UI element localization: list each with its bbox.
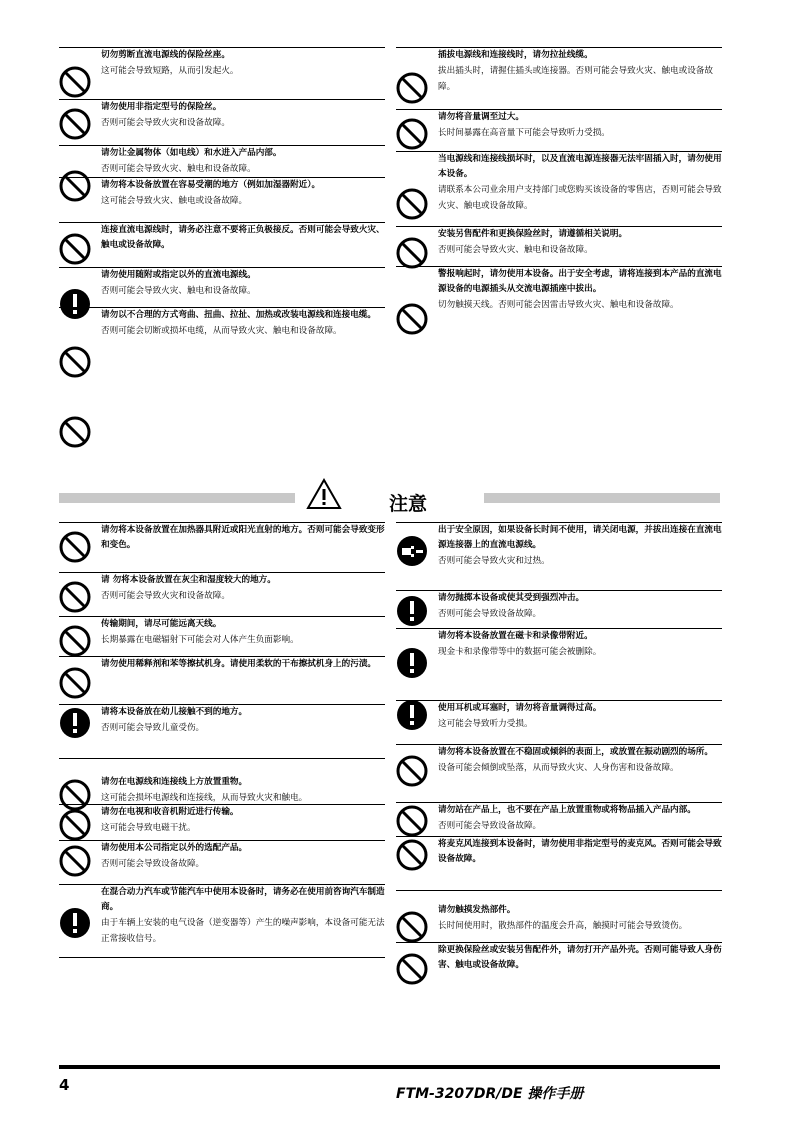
caution-item	[59, 884, 385, 958]
caution-item-title: 请勿将本设备放置在磁卡和录像带附近。	[438, 631, 593, 641]
prohibited-icon	[59, 170, 91, 202]
warning-title: 请勿让金属物体（如电线）和水进入产品内部。	[101, 148, 282, 158]
caution-item	[396, 522, 722, 590]
warning-item	[59, 307, 385, 457]
caution-item-title: 请勿抛掷本设备或使其受到强烈冲击。	[438, 593, 585, 603]
prohibited-icon	[59, 845, 91, 877]
mandatory-icon	[396, 595, 428, 627]
caution-item-title: 请勿使用稀释剂和苯等擦拭机身。请使用柔软的干布擦拭机身上的污渍。	[101, 659, 377, 669]
warning-body: 否则可能会切断或损坏电缆，从而导致火灾、触电和设备故障。	[101, 326, 342, 336]
warning-item	[396, 226, 722, 266]
caution-column-right	[396, 522, 722, 990]
warning-item	[396, 266, 722, 338]
warning-item	[59, 47, 385, 99]
caution-item-body: 这可能会损坏电源线和连接线，从而导致火灾和触电。	[101, 793, 308, 803]
caution-item-title: 请将本设备放在幼儿接触不到的地方。	[101, 707, 248, 717]
caution-item-title: 请 勿将本设备放置在灰尘和湿度较大的地方。	[101, 575, 276, 585]
warning-body: 否则可能会导致火灾、触电和设备故障。	[438, 245, 593, 255]
prohibited-icon	[396, 303, 428, 335]
mandatory-icon	[396, 647, 428, 679]
caution-column-left	[59, 522, 385, 958]
caution-item-title: 请勿触摸发热部件。	[438, 905, 516, 915]
prohibited-icon	[396, 953, 428, 985]
caution-item	[396, 890, 722, 942]
caution-item-title: 请勿使用本公司指定以外的选配产品。	[101, 843, 248, 853]
warning-triangle-icon	[306, 478, 342, 510]
caution-item	[396, 700, 722, 744]
caution-bar-left	[59, 493, 295, 503]
warning-title: 警报响起时，请勿使用本设备。出于安全考虑，请将连接到本产品的直流电源设备的电源插头从交流电源插座中拔出。	[438, 269, 722, 294]
caution-item	[396, 942, 722, 990]
prohibited-icon	[396, 839, 428, 871]
caution-item-body: 否则可能会导致设备故障。	[438, 821, 542, 831]
caution-item-body: 由于车辆上安装的电气设备（逆变器等）产生的噪声影响，本设备可能无法正常接收信号。	[101, 918, 385, 944]
caution-item	[396, 836, 722, 890]
mandatory-icon	[59, 707, 91, 739]
caution-item-body: 设备可能会倾倒或坠落，从而导致火灾、人身伤害和设备故障。	[438, 763, 679, 773]
warning-column-left	[59, 47, 385, 457]
caution-item-title: 将麦克风连接到本设备时，请勿使用非指定型号的麦克风。否则可能会导致设备故障。	[438, 839, 722, 864]
prohibited-icon	[59, 625, 91, 657]
caution-item	[59, 522, 385, 572]
caution-title: 注意	[389, 493, 428, 515]
warning-title: 请勿以不合理的方式弯曲、扭曲、拉扯、加热或改装电源线和连接电缆。	[101, 310, 377, 320]
prohibited-icon	[59, 66, 91, 98]
warning-title: 连接直流电源线时，请务必注意不要将正负极接反。否则可能会导致火灾、触电或设备故障。	[101, 225, 385, 250]
caution-item	[59, 616, 385, 656]
caution-item-title: 出于安全原因，如果设备长时间不使用，请关闭电源，并拔出连接在直流电源连接器上的直流电源线。	[438, 525, 722, 550]
warning-body: 否则可能会导致火灾、触电和设备故障。	[101, 164, 256, 174]
warning-body: 这可能会导致短路，从而引发起火。	[101, 66, 239, 76]
prohibited-icon	[59, 416, 91, 448]
warning-column-right	[396, 47, 722, 338]
caution-item-title: 请勿将本设备放置在不稳固或倾斜的表面上，或放置在振动剧烈的场所。	[438, 747, 714, 757]
warning-item	[59, 99, 385, 145]
prohibited-icon	[396, 188, 428, 220]
warning-title: 请勿使用非指定型号的保险丝。	[101, 102, 222, 112]
caution-item-title: 传输期间，请尽可能远离天线。	[101, 619, 222, 629]
caution-item	[59, 572, 385, 616]
prohibited-icon	[59, 531, 91, 563]
prohibited-icon	[59, 108, 91, 140]
warning-title: 请勿将本设备放置在容易受潮的地方（例如加湿器附近）。	[101, 180, 321, 190]
prohibited-icon	[396, 911, 428, 943]
warning-item	[396, 47, 722, 109]
warning-item	[59, 177, 385, 222]
caution-item	[396, 590, 722, 628]
warning-item	[396, 109, 722, 151]
prohibited-icon	[59, 346, 91, 378]
prohibited-icon	[396, 755, 428, 787]
prohibited-icon	[59, 667, 91, 699]
warning-title: 当电源线和连接线损坏时，以及直流电源连接器无法牢固插入时，请勿使用本设备。	[438, 154, 722, 179]
unplug-icon	[396, 535, 428, 567]
footer-rule	[59, 1065, 720, 1069]
caution-item-title: 请勿在电视和收音机附近进行传输。	[101, 807, 239, 817]
warning-title: 切勿剪断直流电源线的保险丝座。	[101, 50, 230, 60]
warning-item	[59, 222, 385, 267]
prohibited-icon	[396, 72, 428, 104]
caution-item-title: 在混合动力汽车或节能汽车中使用本设备时，请务必在使用前咨询汽车制造商。	[101, 887, 385, 912]
prohibited-icon	[59, 581, 91, 613]
caution-item-body: 这可能会导致电磁干扰。	[101, 823, 196, 833]
prohibited-icon	[396, 237, 428, 269]
prohibited-icon	[396, 118, 428, 150]
warning-item	[59, 267, 385, 307]
warning-title: 请勿将音量调至过大。	[438, 112, 524, 122]
page-number: 4	[59, 1076, 70, 1094]
caution-item-body: 这可能会导致听力受损。	[438, 719, 533, 729]
caution-item-body: 否则可能会导致火灾和设备故障。	[101, 591, 230, 601]
caution-item	[59, 758, 385, 804]
caution-item-title: 使用耳机或耳塞时，请勿将音量调得过高。	[438, 703, 602, 713]
prohibited-icon	[59, 809, 91, 841]
warning-title: 请勿使用随附或指定以外的直流电源线。	[101, 270, 256, 280]
caution-item-title: 请勿站在产品上，也不要在产品上放置重物或将物品插入产品内部。	[438, 805, 696, 815]
caution-item-title: 除更换保险丝或安装另售配件外，请勿打开产品外壳。否则可能导致人身伤害、触电或设备故障。	[438, 945, 722, 970]
warning-body: 拔出插头时，请握住插头或连接器。否则可能会导致火灾、触电或设备故障。	[438, 66, 714, 92]
prohibited-icon	[59, 233, 91, 265]
caution-item-body: 长期暴露在电磁辐射下可能会对人体产生负面影响。	[101, 635, 299, 645]
mandatory-icon	[59, 907, 91, 939]
caution-item	[59, 704, 385, 758]
mandatory-icon	[396, 699, 428, 731]
warning-title: 安装另售配件和更换保险丝时，请遵循相关说明。	[438, 229, 628, 239]
caution-item-body: 长时间使用时，散热部件的温度会升高，触摸时可能会导致烫伤。	[438, 921, 688, 931]
caution-item-title: 请勿将本设备放置在加热器具附近或阳光直射的地方。否则可能会导致变形和变色。	[101, 525, 385, 550]
warning-body: 请联系本公司业余用户支持部门或您购买该设备的零售店，否则可能会导致火灾、触电或设备故障。	[438, 185, 722, 211]
caution-item-body: 现金卡和录像带等中的数据可能会被删除。	[438, 647, 602, 657]
caution-item-body: 否则可能会导致设备故障。	[438, 609, 542, 619]
warning-body: 长时间暴露在高音量下可能会导致听力受损。	[438, 128, 610, 138]
caution-item	[59, 804, 385, 840]
caution-item	[59, 656, 385, 704]
caution-item	[59, 840, 385, 884]
caution-item-body: 否则可能会导致设备故障。	[101, 859, 205, 869]
warning-body: 这可能会导致火灾、触电或设备故障。	[101, 196, 248, 206]
caution-item-title: 请勿在电源线和连接线上方放置重物。	[101, 777, 248, 787]
warning-body: 否则可能会导致火灾和设备故障。	[101, 118, 230, 128]
warning-item	[59, 145, 385, 177]
caution-item	[396, 744, 722, 802]
caution-bar-right	[484, 493, 720, 503]
caution-item	[396, 628, 722, 700]
caution-item-body: 否则可能会导致火灾和过热。	[438, 556, 550, 566]
warning-item	[396, 151, 722, 226]
warning-body: 切勿触摸天线。否则可能会因雷击导致火灾、触电和设备故障。	[438, 300, 679, 310]
manual-title: FTM-3207DR/DE 操作手册	[396, 1086, 584, 1102]
caution-item-body: 否则可能会导致儿童受伤。	[101, 723, 205, 733]
caution-item	[396, 802, 722, 836]
prohibited-icon	[396, 805, 428, 837]
warning-body: 否则可能会导致火灾、触电和设备故障。	[101, 286, 256, 296]
warning-title: 插拔电源线和连接线时，请勿拉扯线缆。	[438, 50, 593, 60]
